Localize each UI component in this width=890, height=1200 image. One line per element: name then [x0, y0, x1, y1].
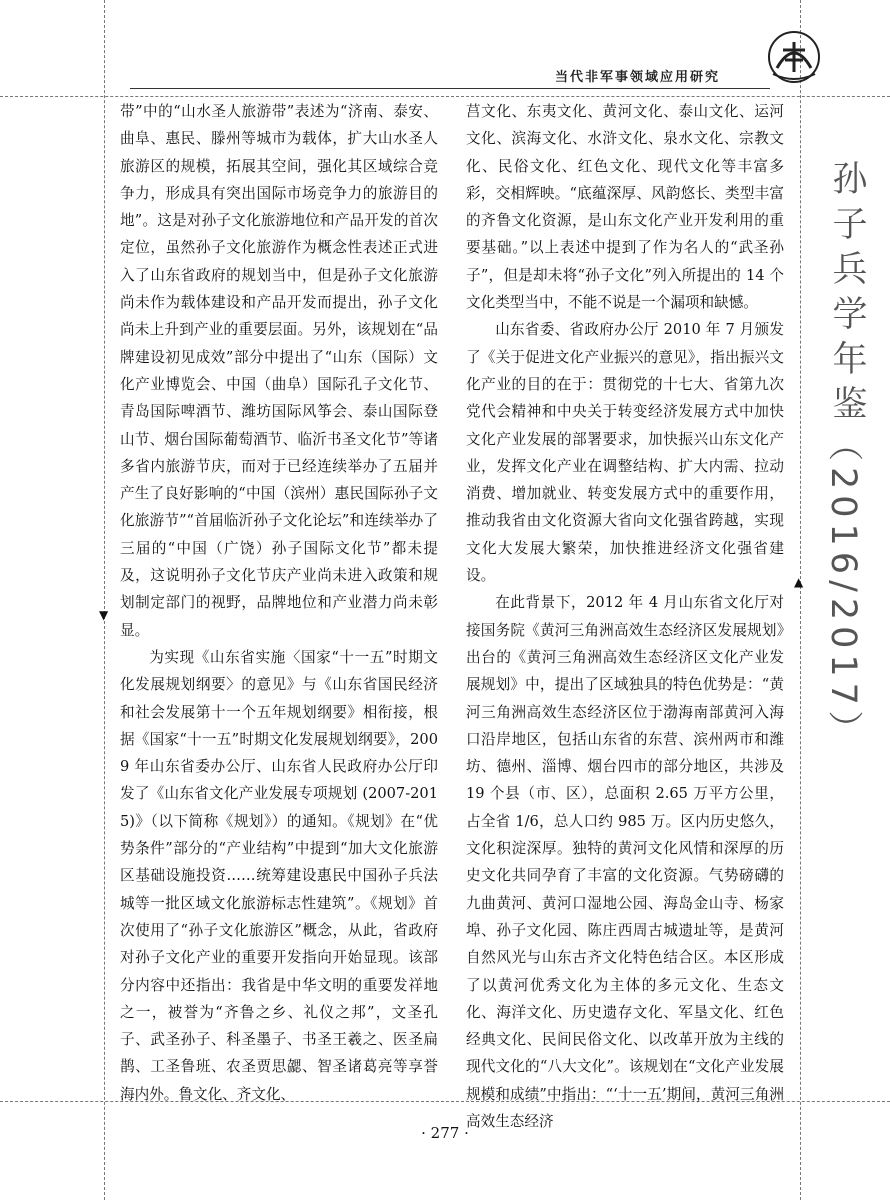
- paragraph: 在此背景下，2012 年 4 月山东省文化厅对接国务院《黄河三角洲高效生态经济区发展规划》出台的《黄河三角洲高效生态经济区文化产业发展规划》中，提出了区域独具的特色优势是：“黄河三角洲高效生态经济区位于渤海南部黄河入海口沿岸地区，包括山东省的东营、滨州两市和潍坊、德州、淄博、烟台四市的部分地区，共涉及 19 个县（市、区），总面积 2.65 万平方公里，占全省 1/6，总人口约 985 万。区内历史悠久，文化积淀深厚。独特的黄河文化风情和深厚的历史文化共同孕育了丰富的文化资源。气势磅礴的九曲黄河、黄河口湿地公园、海岛金山寺、杨家埠、孙子文化园、陈庄西周古城遗址等，是黄河自然风光与山东古齐文化特色结合区。本区形成了以黄河优秀文化为主体的多元文化、生态文化、海洋文化、历史遗存文化、军垦文化、红色经典文化、民间民俗文化、以改革开放为主线的现代文化的“八大文化”。该规划在“文化产业发展规模和成绩”中指出：“‘十一五’期间，黄河三角洲高效生态经济: [466, 594, 784, 1130]
- paragraph: 为实现《山东省实施〈国家“十一五”时期文化发展规划纲要〉的意见》与《山东省国民经济和社会发展第十一个五年规划纲要》相衔接，根据《国家“十一五”时期文化发展规划纲要》，2009 年山东省委办公厅、山东省人民政府办公厅印发了《山东省文化产业发展专项规划 (2007-2015)》（以下简称《规划》）的通知。《规划》在“优势条件”部分的“产业结构”中提到“加大文化旅游区基础设施投资……统筹建设惠民中国孙子兵法城等一批区域文化旅游标志性建筑”。《规划》首次使用了“孙子文化旅游区”概念，从此，省政府对孙子文化产业的重要开发指向开始显现。该部分内容中还指出：我省是中华文明的重要发祥地之一，被誉为“齐鲁之乡、礼仪之邦”，文圣孔子、武圣孙子、科圣墨子、书圣王羲之、医圣扁鹊、工圣鲁班、农圣贾思勰、智圣诸葛亮等享誉海内外。鲁文化、齐文化、: [120, 648, 438, 1103]
- crop-guide-top: [0, 96, 890, 97]
- text-column-right: [466, 98, 784, 1135]
- up-triangle-icon: ▲: [794, 575, 804, 589]
- side-book-title: 孙子兵学年鉴: [827, 160, 867, 430]
- paragraph: 带”中的“山水圣人旅游带”表述为“济南、泰安、曲阜、惠民、滕州等城市为载体，扩大山水圣人旅游区的规模，拓展其空间，强化其区域综合竞争力，形成具有突出国际市场竞争力的旅游目的地”。这是对孙子文化旅游地位和产品开发的首次定位，虽然孙子文化旅游作为概念性表述正式进入了山东省政府的规划当中，但是孙子文化旅游尚未作为载体建设和产品开发而提出，孙子文化尚未上升到产业的重要层面。另外，该规划在“品牌建设初见成效”部分中提出了“山东（国际）文化产业博览会、中国（曲阜）国际孔子文化节、青岛国际啤酒节、潍坊国际风筝会、泰山国际登山节、烟台国际葡萄酒节、临沂书圣文化节”等诸多省内旅游节庆，而对于已经连续举办了五届并产生了良好影响的“中国（滨州）惠民国际孙子文化旅游节”“首届临沂孙子文化论坛”和连续举办了三届的“中国（广饶）孙子国际文化节”都未提及，这说明孙子文化节庆产业尚未进入政策和规划制定部门的视野，品牌地位和产业潜力尚未彰显。: [120, 103, 438, 639]
- crop-guide-right: [800, 0, 801, 1200]
- header-rule: [130, 88, 770, 89]
- paragraph: 莒文化、东夷文化、黄河文化、泰山文化、运河文化、滨海文化、水浒文化、泉水文化、宗教文化、民俗文化、红色文化、现代文化等丰富多彩，交相辉映。“底蕴深厚、风韵悠长、类型丰富的齐鲁文化资源，是山东文化产业开发利用的重要基础。”以上表述中提到了作为名人的“武圣孙子”，但是却未将“孙子文化”列入所提出的 14 个文化类型当中，不能不说是一个漏项和缺憾。: [466, 103, 784, 312]
- paragraph: 山东省委、省政府办公厅 2010 年 7 月颁发了《关于促进文化产业振兴的意见》，指出振兴文化产业的目的在于：贯彻党的十七大、省第九次党代会精神和中央关于转变经济发展方式中加快文化产业发展的部署要求，加快振兴山东文化产业，发挥文化产业在调整结构、扩大内需、拉动消费、增加就业、转变发展方式中的重要作用，推动我省由文化资源大省向文化强省跨越，实现文化大发展大繁荣，加快推进经济文化强省建设。: [466, 321, 784, 585]
- page-number: · 277 ·: [421, 1124, 469, 1142]
- text-column-left: [120, 98, 438, 1108]
- down-triangle-icon: ▼: [99, 608, 109, 622]
- crop-guide-left: [104, 0, 105, 1200]
- side-book-year: （2016/2017）: [823, 426, 863, 752]
- running-header-title: 当代非军事领域应用研究: [555, 70, 721, 85]
- yearbook-logo-icon: [765, 28, 823, 86]
